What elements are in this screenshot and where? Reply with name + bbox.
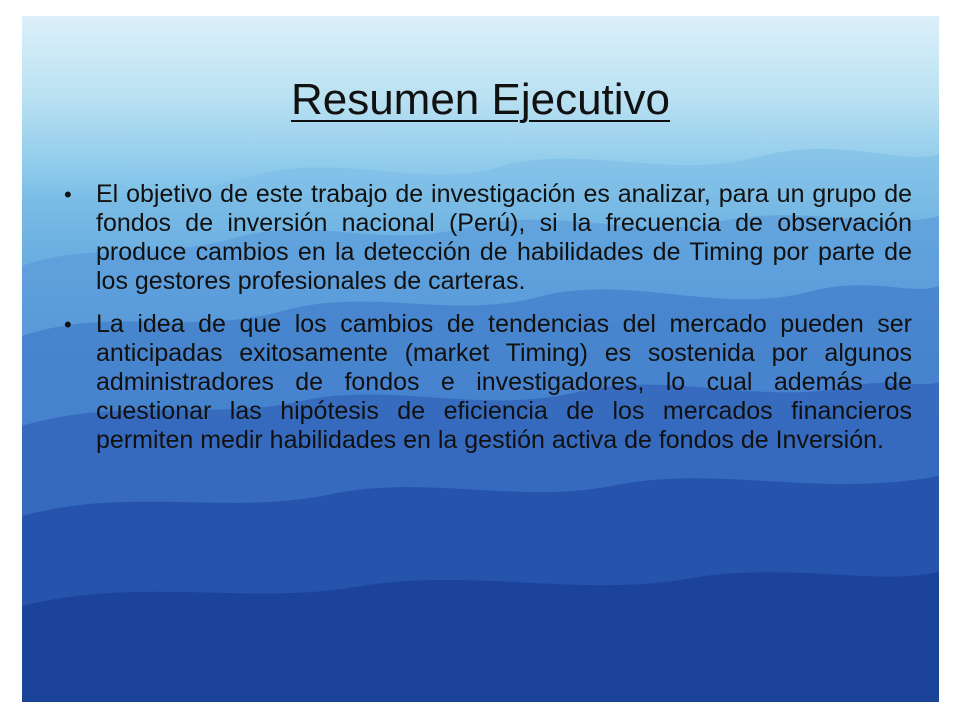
slide	[22, 16, 939, 702]
bullet-dot-icon: •	[64, 312, 72, 337]
bullet-dot-icon: •	[64, 182, 72, 207]
bullet-text: La idea de que los cambios de tendencias del mercado pueden ser anticipadas exitosamente (market Timing) es sostenida por algunos administradores de fondos e investigadores, lo cual además de cuestionar las hipótesis de eficiencia de los mercados financieros permiten medir habilidades en la gestión activa de fondos de Inversión.	[96, 310, 912, 454]
bullet-text: El objetivo de este trabajo de investigación es analizar, para un grupo de fondos de inversión nacional (Perú), si la frecuencia de observación produce cambios en la detección de habilidades de Timing por parte de los gestores profesionales de carteras.	[96, 180, 912, 295]
bullet-list	[64, 180, 912, 469]
slide-title	[22, 76, 939, 124]
bullet-item	[64, 310, 912, 455]
bullet-item	[64, 180, 912, 296]
slide-title-text: Resumen Ejecutivo	[290, 75, 671, 124]
